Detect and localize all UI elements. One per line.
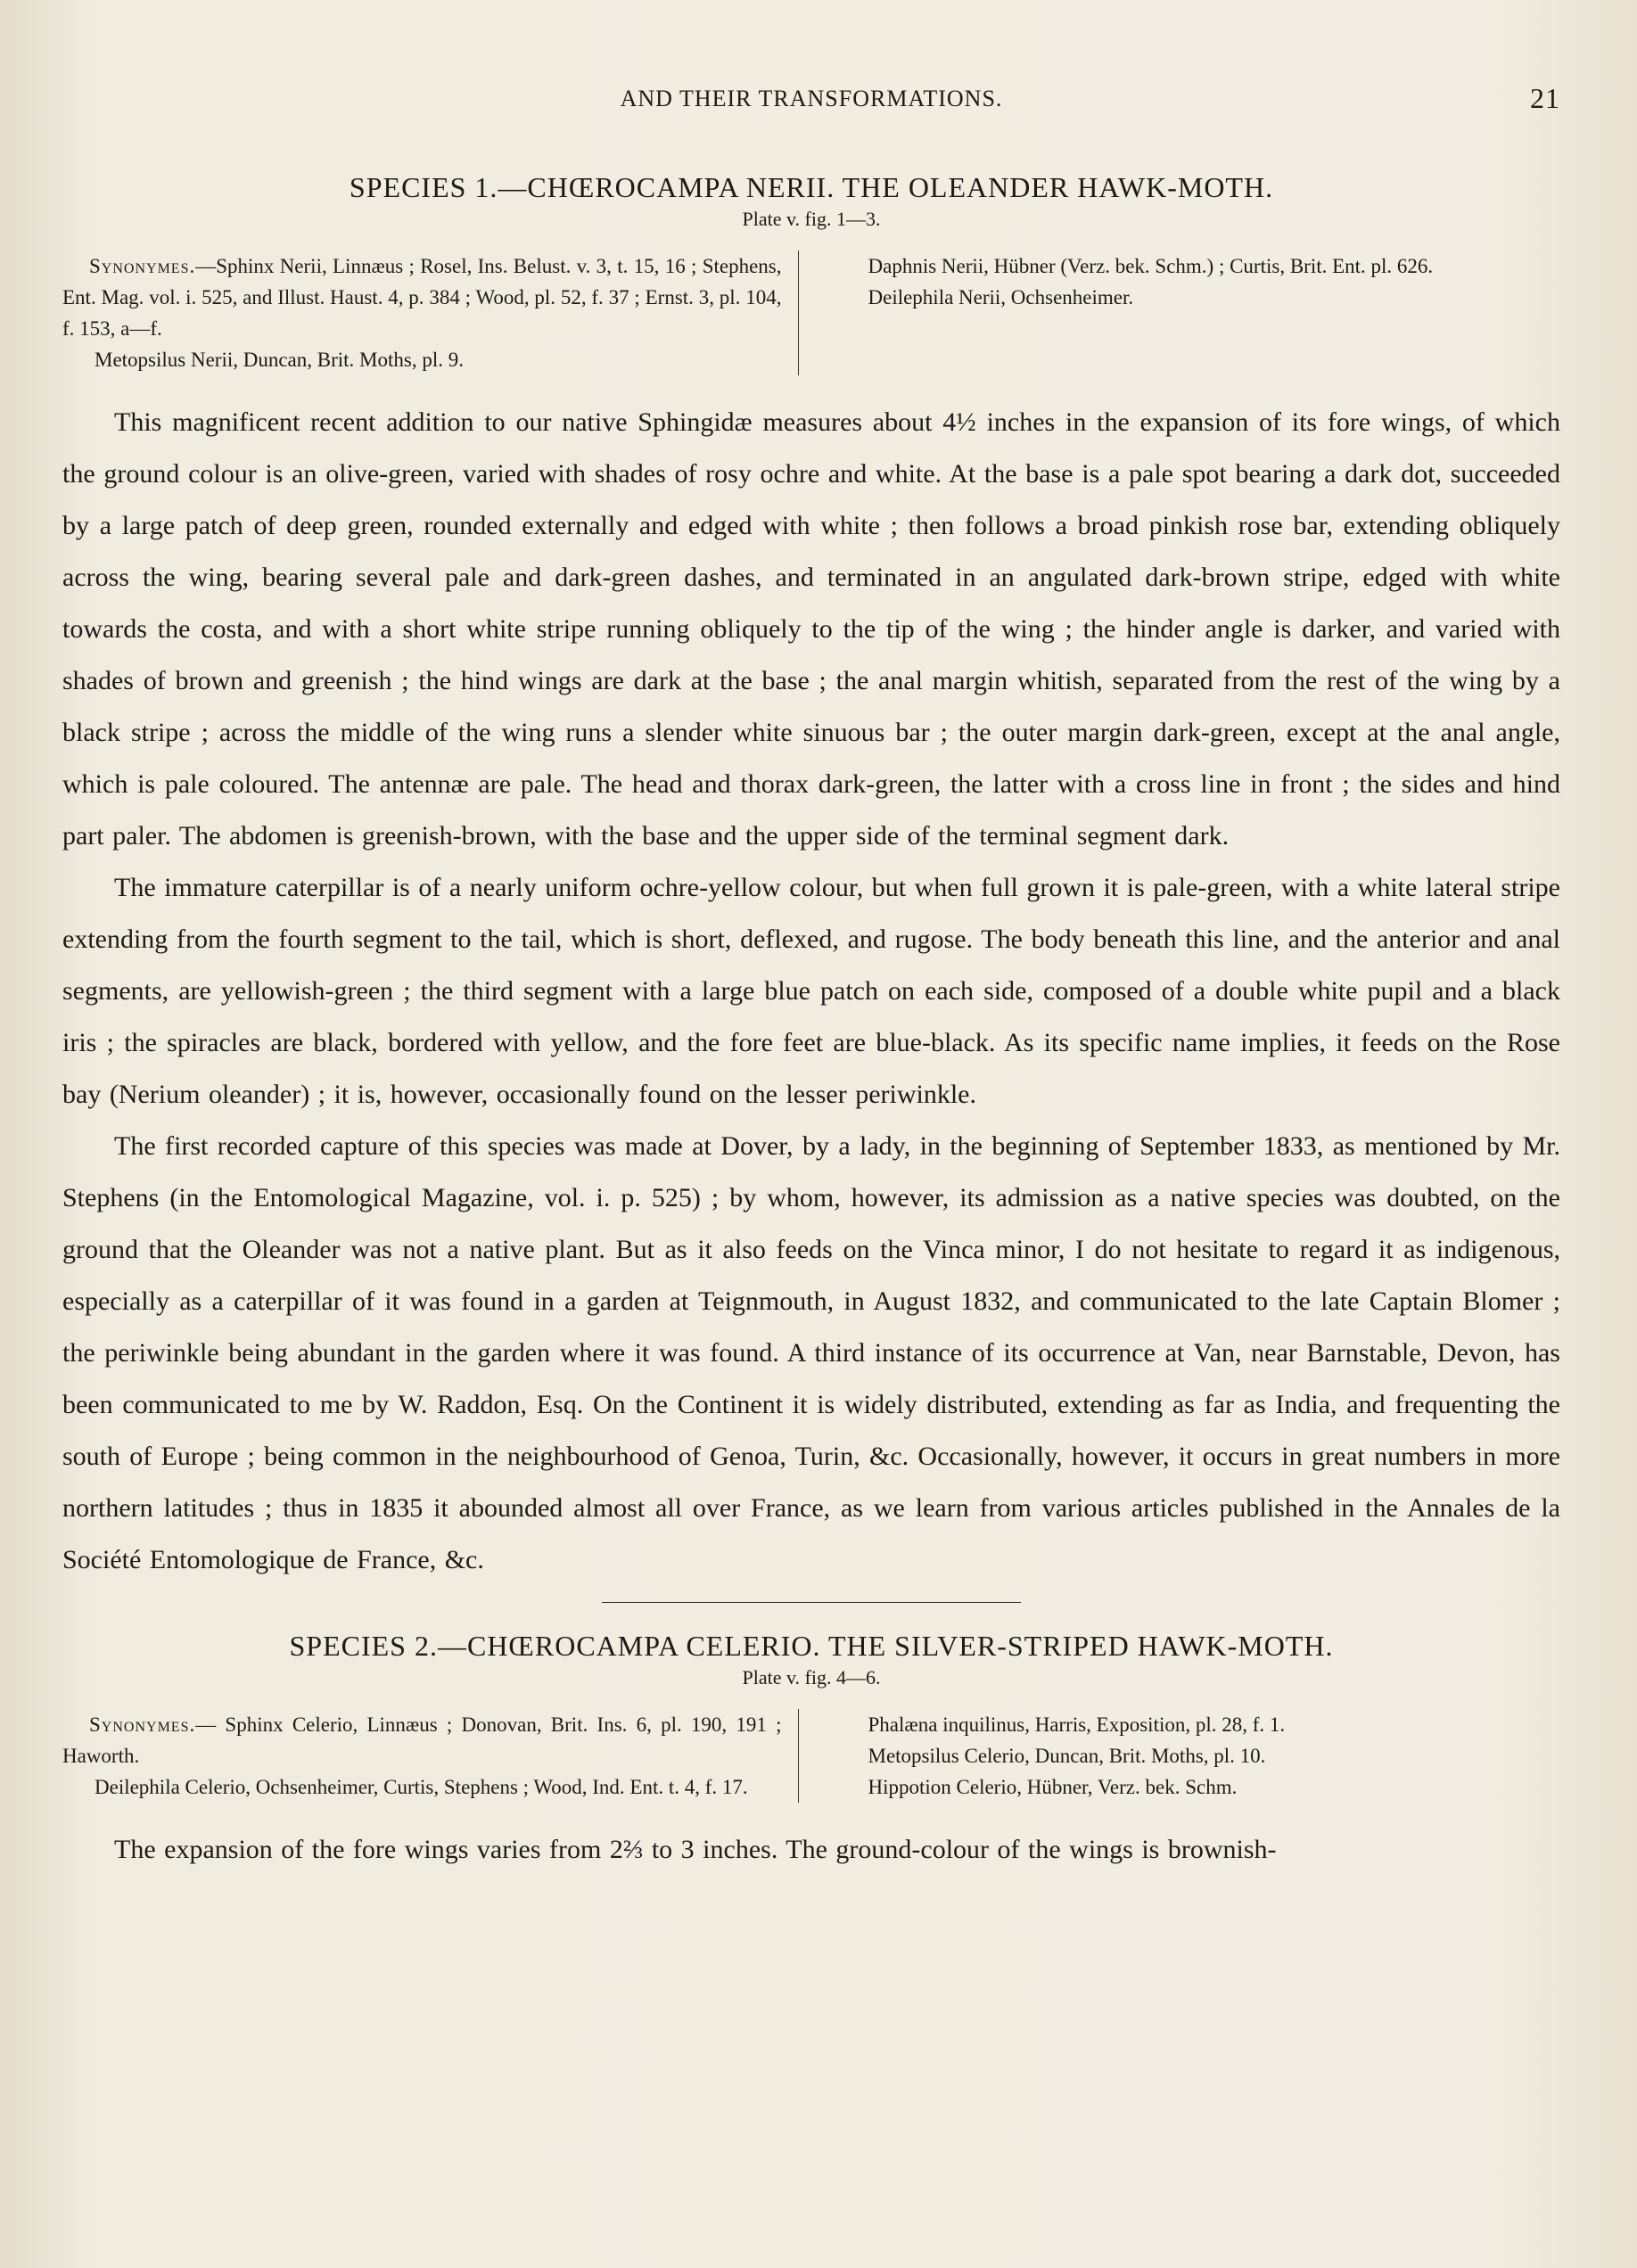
synonym-entry: Hippotion Celerio, Hübner, Verz. bek. Schm.: [868, 1776, 1238, 1798]
synonym-entry: Metopsilus Nerii, Duncan, Brit. Moths, pl. 9.: [95, 349, 464, 371]
synonym-entry: Deilephila Nerii, Ochsenheimer.: [868, 286, 1134, 308]
species-1-title: SPECIES 1.—CHŒROCAMPA NERII. THE OLEANDER HAWK-MOTH.: [349, 171, 1274, 203]
body-paragraph: This magnificent recent addition to our native Sphingidæ measures about 4½ inches in the expansion of its fore wings, of which the ground colour is an olive-green, varied with shades of rosy ochre and white. At the base is a pale spot bearing a dark dot, succeeded by a large patch of deep green, rounded externally and edged with white ; then follows a broad pinkish rose bar, extending obliquely across the wing, bearing several pale and dark-green dashes, and terminated in an angulated dark-brown stripe, edged with white towards the costa, and with a short white stripe running obliquely to the tip of the wing ; the hinder angle is darker, and varied with shades of brown and greenish ; the hind wings are dark at the base ; the anal margin whitish, separated from the rest of the wing by a black stripe ; across the middle of the wing runs a slender white sinuous bar ; the outer margin dark-green, except at the anal angle, which is pale coloured. The antennæ are pale. The head and thorax dark-green, the latter with a cross line in front ; the sides and hind part paler. The abdomen is greenish-brown, with the base and the upper side of the terminal segment dark.: [62, 407, 1560, 850]
synonym-entry: Phalæna inquilinus, Harris, Exposition, pl. 28, f. 1.: [868, 1713, 1286, 1736]
synonym-entry: Daphnis Nerii, Hübner (Verz. bek. Schm.) ; Curtis, Brit. Ent. pl. 626.: [868, 255, 1434, 277]
species-2-synonymes: [62, 1709, 1560, 1803]
synonym-entry: Synonymes.—Sphinx Nerii, Linnæus ; Rosel, Ins. Belust. v. 3, t. 15, 16 ; Stephens, Ent. Mag. vol. i. 525, and Illust. Haust. 4, p. 384 ; Wood, pl. 52, f. 37 ; Ernst. 3, pl. 104, f. 153, a—f.: [62, 255, 782, 340]
species-2-description: [62, 1824, 1560, 1876]
section-divider: [602, 1602, 1021, 1603]
synonymes-label: Synonymes.: [89, 255, 196, 277]
species-1-synonymes: [62, 251, 1560, 375]
synonym-entry: Deilephila Celerio, Ochsenheimer, Curtis, Stephens ; Wood, Ind. Ent. t. 4, f. 17.: [95, 1776, 748, 1798]
body-paragraph: The expansion of the fore wings varies from 2⅔ to 3 inches. The ground-colour of the wings is brownish-: [114, 1835, 1277, 1864]
species-2-synonymes-right: [798, 1709, 1561, 1803]
species-2-synonymes-left: [62, 1709, 798, 1803]
page-number: 21: [1530, 82, 1560, 114]
species-1-synonymes-left: [62, 251, 798, 375]
species-2-title: SPECIES 2.—CHŒROCAMPA CELERIO. THE SILVER-STRIPED HAWK-MOTH.: [289, 1630, 1334, 1662]
synonymes-label: Synonymes.: [89, 1713, 196, 1736]
body-paragraph: The first recorded capture of this species was made at Dover, by a lady, in the beginning of September 1833, as mentioned by Mr. Stephens (in the Entomological Magazine, vol. i. p. 525) ; by whom, however, its admission as a native species was doubted, on the ground that the Oleander was not a native plant. But as it also feeds on the Vinca minor, I do not hesitate to regard it as indigenous, especially as a caterpillar of it was found in a garden at Teignmouth, in August 1832, and communicated to the late Captain Blomer ; the periwinkle being abundant in the garden where it was found. A third instance of its occurrence at Van, near Barnstable, Devon, has been communicated to me by W. Raddon, Esq. On the Continent it is widely distributed, extending as far as India, and frequenting the south of Europe ; being common in the neighbourhood of Genoa, Turin, &c. Occasionally, however, it occurs in great numbers in more northern latitudes ; thus in 1835 it abounded almost all over France, as we learn from various articles published in the Annales de la Société Entomologique de France, &c.: [62, 1131, 1560, 1574]
synonym-entry: Metopsilus Celerio, Duncan, Brit. Moths, pl. 10.: [868, 1745, 1266, 1767]
running-head-title: AND THEIR TRANSFORMATIONS.: [620, 86, 1003, 111]
species-1-synonymes-right: [798, 251, 1561, 375]
species-2-plate-ref: Plate v. fig. 4—6.: [742, 1666, 881, 1689]
species-1-plate-ref: Plate v. fig. 1—3.: [742, 208, 881, 230]
species-1-description: [62, 397, 1560, 1586]
synonym-entry: Synonymes.— Sphinx Celerio, Linnæus ; Donovan, Brit. Ins. 6, pl. 190, 191 ; Haworth.: [62, 1713, 782, 1767]
body-paragraph: The immature caterpillar is of a nearly uniform ochre-yellow colour, but when full grown it is pale-green, with a white lateral stripe extending from the fourth segment to the tail, which is short, deflexed, and rugose. The body beneath this line, and the anterior and anal segments, are yellowish-green ; the third segment with a large blue patch on each side, composed of a double white pupil and a black iris ; the spiracles are black, bordered with yellow, and the fore feet are blue-black. As its specific name implies, it feeds on the Rose bay (Nerium oleander) ; it is, however, occasionally found on the lesser periwinkle.: [62, 873, 1560, 1109]
running-head: [62, 82, 1560, 130]
